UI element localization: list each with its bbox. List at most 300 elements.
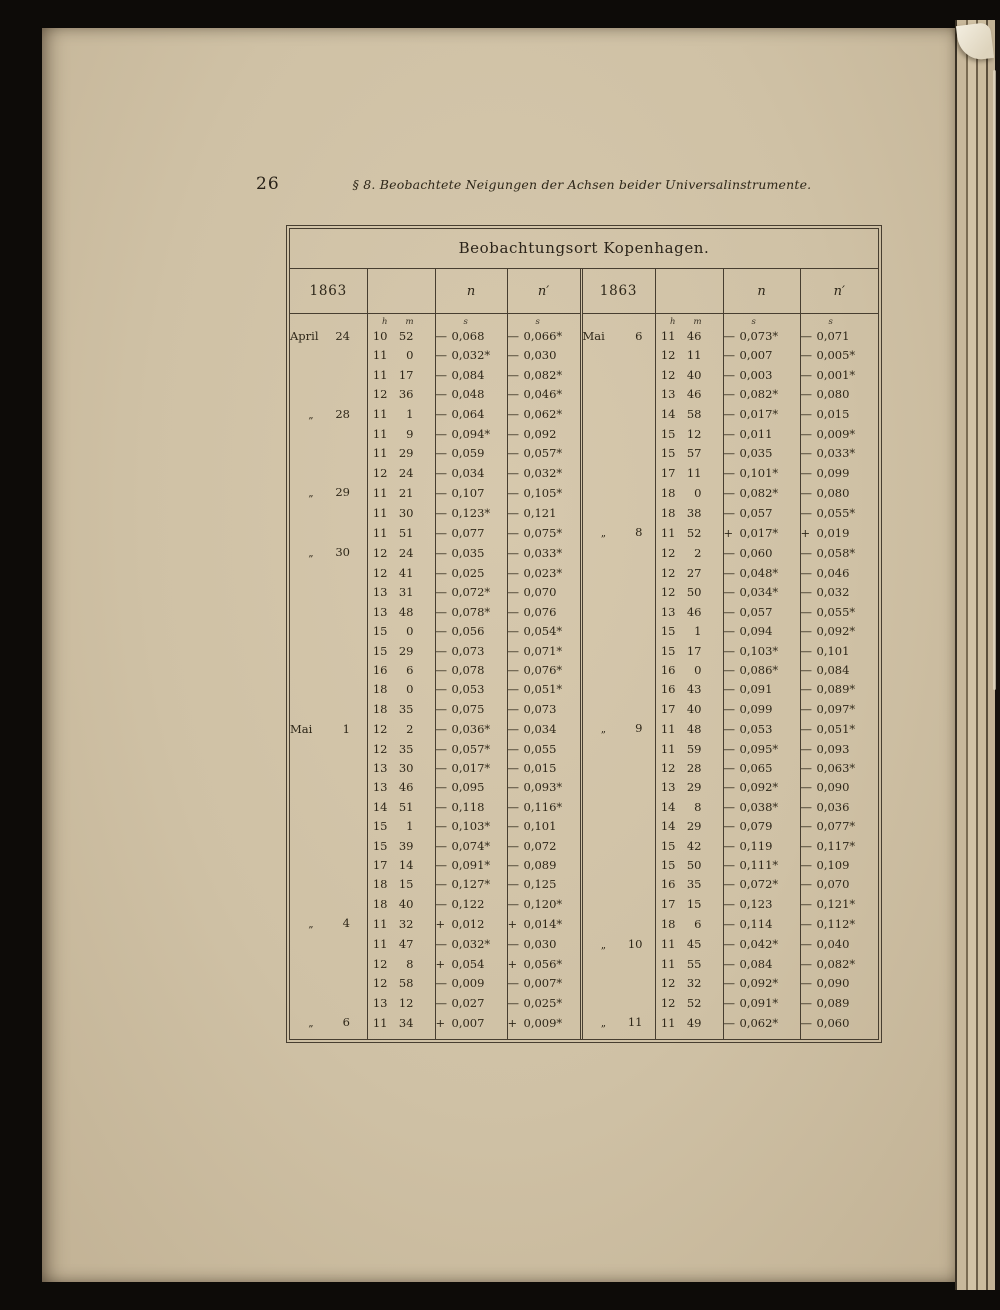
- date-cell: [581, 385, 655, 404]
- time-cell: 17 40: [655, 700, 723, 719]
- date-cell: [290, 798, 367, 817]
- n-prime-cell: — 0,058*: [800, 543, 878, 563]
- time-cell: 11 48: [655, 719, 723, 739]
- table-row: [290, 759, 878, 778]
- n-prime-cell: — 0,025*: [507, 994, 581, 1013]
- n-cell: — 0,073: [435, 642, 507, 661]
- n-prime-cell: — 0,066*: [507, 327, 581, 346]
- n-cell: — 0,048: [435, 385, 507, 404]
- n-prime-cell: — 0,055*: [800, 504, 878, 523]
- date-cell: [581, 661, 655, 680]
- n-prime-cell: — 0,075*: [507, 523, 581, 543]
- date-cell: [581, 444, 655, 463]
- n-prime-cell: — 0,097*: [800, 700, 878, 719]
- n-prime-cell: — 0,051*: [507, 680, 581, 699]
- year-header-left: 1863: [290, 269, 367, 314]
- n-cell: — 0,078: [435, 661, 507, 680]
- date-cell: „ 10: [581, 935, 655, 955]
- date-cell: [290, 759, 367, 778]
- table-title: Beobachtungsort Kopenhagen.: [290, 229, 878, 269]
- table-row: [290, 955, 878, 974]
- time-cell: 12 35: [367, 740, 435, 759]
- time-header-left: [367, 269, 435, 314]
- time-cell: 11 32: [367, 914, 435, 934]
- time-cell: 11 0: [367, 346, 435, 365]
- time-cell: 15 17: [655, 642, 723, 661]
- n-prime-cell: — 0,077*: [800, 817, 878, 836]
- table-row: [290, 583, 878, 602]
- n-cell: — 0,092*: [723, 778, 800, 797]
- n-cell: — 0,062*: [723, 1013, 800, 1033]
- date-cell: [581, 955, 655, 974]
- n-prime-cell: — 0,117*: [800, 837, 878, 856]
- table-row: [290, 680, 878, 699]
- table-row: [290, 837, 878, 856]
- date-cell: [290, 366, 367, 385]
- time-cell: 16 43: [655, 680, 723, 699]
- n-cell: — 0,119: [723, 837, 800, 856]
- table-row: [290, 346, 878, 365]
- time-cell: 11 9: [367, 425, 435, 444]
- table-row: [290, 895, 878, 914]
- time-cell: 18 6: [655, 914, 723, 934]
- page-edge-highlight: [993, 70, 996, 690]
- time-cell: 18 15: [367, 875, 435, 894]
- date-cell: [581, 464, 655, 483]
- time-cell: 12 52: [655, 994, 723, 1013]
- n-cell: — 0,091*: [723, 994, 800, 1013]
- n-prime-cell: — 0,054*: [507, 622, 581, 641]
- time-cell: 11 46: [655, 327, 723, 346]
- time-cell: 16 35: [655, 875, 723, 894]
- time-cell: 14 29: [655, 817, 723, 836]
- n-cell: + 0,054: [435, 955, 507, 974]
- time-cell: 15 57: [655, 444, 723, 463]
- table-row: [290, 914, 878, 934]
- n-cell: — 0,084: [723, 955, 800, 974]
- table-body: [290, 314, 878, 1039]
- table-row: [290, 523, 878, 543]
- date-cell: [290, 935, 367, 955]
- n-prime-cell: — 0,036: [800, 798, 878, 817]
- date-cell: [290, 444, 367, 463]
- n-cell: — 0,057: [723, 603, 800, 622]
- time-cell: 11 29: [367, 444, 435, 463]
- n-prime-cell: — 0,101: [800, 642, 878, 661]
- time-cell: 10 52: [367, 327, 435, 346]
- time-cell: 13 46: [655, 385, 723, 404]
- table-row: [290, 483, 878, 503]
- table-row: [290, 974, 878, 993]
- n-prime-cell: — 0,084: [800, 661, 878, 680]
- n-cell: — 0,114: [723, 914, 800, 934]
- n-cell: — 0,075: [435, 700, 507, 719]
- n-cell: — 0,053: [435, 680, 507, 699]
- n-prime-cell: — 0,101: [507, 817, 581, 836]
- n-cell: — 0,053: [723, 719, 800, 739]
- time-cell: 11 34: [367, 1013, 435, 1033]
- date-cell: [581, 740, 655, 759]
- time-cell: 12 2: [367, 719, 435, 739]
- table-row: [290, 935, 878, 955]
- date-cell: „ 6: [308, 1015, 350, 1030]
- table-row: [290, 875, 878, 894]
- table-row: [290, 994, 878, 1013]
- date-cell: [581, 798, 655, 817]
- n-prime-cell: — 0,116*: [507, 798, 581, 817]
- n-cell: — 0,103*: [435, 817, 507, 836]
- n-cell: — 0,095*: [723, 740, 800, 759]
- n-prime-cell: — 0,057*: [507, 444, 581, 463]
- n-prime-cell: — 0,062*: [507, 405, 581, 425]
- n-prime-cell: — 0,015: [800, 405, 878, 425]
- table-row: [290, 700, 878, 719]
- table-row: [290, 543, 878, 563]
- table-row: [290, 464, 878, 483]
- n-prime-cell: — 0,076: [507, 603, 581, 622]
- time-cell: 13 31: [367, 583, 435, 602]
- n-prime-cell: — 0,032*: [507, 464, 581, 483]
- time-cell: 12 32: [655, 974, 723, 993]
- time-cell: 12 24: [367, 464, 435, 483]
- data-table: [290, 269, 878, 1039]
- date-cell: [290, 642, 367, 661]
- date-cell: [581, 483, 655, 503]
- n-cell: — 0,078*: [435, 603, 507, 622]
- date-cell: [581, 543, 655, 563]
- table-row: [290, 564, 878, 583]
- date-cell: [581, 425, 655, 444]
- n-prime-cell: — 0,121*: [800, 895, 878, 914]
- n-prime-cell: — 0,093*: [507, 778, 581, 797]
- date-cell: [581, 895, 655, 914]
- date-cell: [581, 366, 655, 385]
- time-cell: 12 24: [367, 543, 435, 563]
- n-cell: — 0,123: [723, 895, 800, 914]
- n-prime-cell: — 0,040: [800, 935, 878, 955]
- n-cell: — 0,034: [435, 464, 507, 483]
- n-cell: — 0,092*: [723, 974, 800, 993]
- time-cell: 18 0: [655, 483, 723, 503]
- time-cell: 12 28: [655, 759, 723, 778]
- n-prime-cell: — 0,034: [507, 719, 581, 739]
- time-cell: 13 46: [655, 603, 723, 622]
- date-cell: [290, 504, 367, 523]
- n-prime-cell: — 0,005*: [800, 346, 878, 365]
- n-prime-cell: — 0,112*: [800, 914, 878, 934]
- date-cell: „ 11: [581, 1013, 655, 1033]
- date-cell: [290, 583, 367, 602]
- time-cell: 18 40: [367, 895, 435, 914]
- time-cell: 14 51: [367, 798, 435, 817]
- n-cell: — 0,003: [723, 366, 800, 385]
- date-cell: [290, 700, 367, 719]
- time-cell: 15 0: [367, 622, 435, 641]
- units-spacer: [581, 314, 655, 328]
- n-cell: — 0,072*: [435, 583, 507, 602]
- n-cell: — 0,084: [435, 366, 507, 385]
- n-cell: — 0,094*: [435, 425, 507, 444]
- date-cell: [290, 523, 367, 543]
- running-header: § 8. Beobachtete Neigungen der Achsen beider Universalinstrumente.: [352, 177, 812, 192]
- time-cell: 13 12: [367, 994, 435, 1013]
- time-cell: 12 41: [367, 564, 435, 583]
- date-cell: [290, 661, 367, 680]
- units-row: [290, 314, 878, 328]
- units-spacer: [290, 314, 367, 328]
- n-prime-cell: — 0,089: [800, 994, 878, 1013]
- time-cell: 14 58: [655, 405, 723, 425]
- n-cell: — 0,057*: [435, 740, 507, 759]
- time-cell: 13 46: [367, 778, 435, 797]
- time-cell: 14 8: [655, 798, 723, 817]
- time-cell: 12 36: [367, 385, 435, 404]
- n-cell: — 0,011: [723, 425, 800, 444]
- n-prime-cell: — 0,076*: [507, 661, 581, 680]
- observation-table: [289, 228, 879, 1040]
- table-row: [290, 622, 878, 641]
- time-cell: 12 40: [655, 366, 723, 385]
- n-cell: — 0,065: [723, 759, 800, 778]
- n-cell: — 0,017*: [723, 405, 800, 425]
- date-cell: [581, 778, 655, 797]
- time-cell: 11 21: [367, 483, 435, 503]
- time-cell: 11 51: [367, 523, 435, 543]
- date-cell: [290, 837, 367, 856]
- n-cell: — 0,077: [435, 523, 507, 543]
- n-cell: — 0,025: [435, 564, 507, 583]
- time-cell: 13 29: [655, 778, 723, 797]
- time-cell: 15 42: [655, 837, 723, 856]
- time-cell: 13 48: [367, 603, 435, 622]
- time-cell: 12 58: [367, 974, 435, 993]
- n-cell: — 0,094: [723, 622, 800, 641]
- n-prime-cell: — 0,060: [800, 1013, 878, 1033]
- date-cell: Mai 6: [581, 327, 655, 346]
- n-prime-cell: + 0,056*: [507, 955, 581, 974]
- time-cell: 12 50: [655, 583, 723, 602]
- time-cell: 15 1: [367, 817, 435, 836]
- date-cell: [290, 856, 367, 875]
- n-prime-cell: — 0,121: [507, 504, 581, 523]
- time-cell: 16 0: [655, 661, 723, 680]
- book-page: [42, 28, 955, 1282]
- date-cell: „ 28: [308, 406, 350, 421]
- n-cell: — 0,074*: [435, 837, 507, 856]
- n-prime-cell: — 0,015: [507, 759, 581, 778]
- n-cell: + 0,007: [435, 1013, 507, 1033]
- date-cell: [581, 603, 655, 622]
- n-cell: — 0,007: [723, 346, 800, 365]
- table-row: [290, 444, 878, 463]
- table-row: [290, 327, 878, 346]
- n-prime-cell: — 0,105*: [507, 483, 581, 503]
- date-cell: [290, 564, 367, 583]
- date-cell: „ 4: [308, 916, 350, 931]
- time-cell: 15 12: [655, 425, 723, 444]
- time-cell: 12 11: [655, 346, 723, 365]
- date-cell: [581, 622, 655, 641]
- n-prime-cell: — 0,009*: [800, 425, 878, 444]
- n-cell: — 0,060: [723, 543, 800, 563]
- n-cell: — 0,123*: [435, 504, 507, 523]
- time-cell: 15 1: [655, 622, 723, 641]
- n-cell: — 0,091: [723, 680, 800, 699]
- time-cell: 15 50: [655, 856, 723, 875]
- n-prime-cell: — 0,023*: [507, 564, 581, 583]
- date-cell: [290, 425, 367, 444]
- n-prime-cell: — 0,082*: [800, 955, 878, 974]
- date-cell: [290, 680, 367, 699]
- date-cell: „ 30: [308, 545, 350, 560]
- date-cell: [290, 895, 367, 914]
- n-cell: — 0,042*: [723, 935, 800, 955]
- table-row: [290, 856, 878, 875]
- time-cell: 11 1: [367, 405, 435, 425]
- n-prime-cell: — 0,030: [507, 346, 581, 365]
- time-cell: 18 38: [655, 504, 723, 523]
- time-cell: 17 11: [655, 464, 723, 483]
- date-cell: [581, 914, 655, 934]
- n-cell: — 0,068: [435, 327, 507, 346]
- n-cell: — 0,099: [723, 700, 800, 719]
- date-cell: [581, 700, 655, 719]
- n-cell: — 0,035: [435, 543, 507, 563]
- n-cell: — 0,064: [435, 405, 507, 425]
- time-cell: 11 30: [367, 504, 435, 523]
- date-cell: [581, 759, 655, 778]
- date-cell: [581, 875, 655, 894]
- n-cell: — 0,038*: [723, 798, 800, 817]
- n-prime-cell: — 0,082*: [507, 366, 581, 385]
- date-cell: [581, 405, 655, 425]
- n-prime-cell: — 0,071*: [507, 642, 581, 661]
- units-n-right: s: [723, 314, 800, 328]
- n-prime-cell: — 0,055: [507, 740, 581, 759]
- table-row: [290, 425, 878, 444]
- n-prime-cell: — 0,033*: [507, 543, 581, 563]
- date-cell: [581, 994, 655, 1013]
- date-cell: „ 29: [308, 485, 350, 500]
- units-time-right: h m: [655, 314, 723, 328]
- page-number: 26: [256, 174, 280, 194]
- table-row: [290, 366, 878, 385]
- date-cell: [581, 837, 655, 856]
- n-cell: + 0,012: [435, 914, 507, 934]
- time-cell: 11 55: [655, 955, 723, 974]
- n-prime-cell: — 0,089*: [800, 680, 878, 699]
- n-cell: — 0,082*: [723, 385, 800, 404]
- date-cell: [290, 464, 367, 483]
- table-row: [290, 405, 878, 425]
- n-prime-cell: — 0,046*: [507, 385, 581, 404]
- n-cell: — 0,059: [435, 444, 507, 463]
- units-n-left: s: [435, 314, 507, 328]
- n-cell: — 0,095: [435, 778, 507, 797]
- n-prime-cell: + 0,019: [800, 523, 878, 543]
- time-cell: 11 49: [655, 1013, 723, 1033]
- table-header-row: [290, 269, 878, 314]
- table-row: [290, 1013, 878, 1033]
- n-prime-cell: — 0,080: [800, 483, 878, 503]
- n-prime-cell: — 0,073: [507, 700, 581, 719]
- table-row: [290, 817, 878, 836]
- date-cell: [581, 504, 655, 523]
- date-cell: [290, 622, 367, 641]
- n-cell: — 0,111*: [723, 856, 800, 875]
- time-cell: 15 39: [367, 837, 435, 856]
- units-n-prime-right: s: [800, 314, 878, 328]
- n-prime-cell: — 0,033*: [800, 444, 878, 463]
- n-cell: — 0,057: [723, 504, 800, 523]
- date-cell: [290, 817, 367, 836]
- n-cell: — 0,009: [435, 974, 507, 993]
- year-header-right: 1863: [581, 269, 655, 314]
- date-cell: April 24: [290, 329, 350, 343]
- time-cell: 11 47: [367, 935, 435, 955]
- n-cell: + 0,017*: [723, 523, 800, 543]
- date-cell: [581, 346, 655, 365]
- n-prime-cell: — 0,090: [800, 974, 878, 993]
- n-cell: — 0,032*: [435, 346, 507, 365]
- n-prime-cell: — 0,099: [800, 464, 878, 483]
- date-cell: [581, 642, 655, 661]
- n-cell: — 0,079: [723, 817, 800, 836]
- time-cell: 12 8: [367, 955, 435, 974]
- date-cell: [290, 875, 367, 894]
- n-prime-cell: — 0,001*: [800, 366, 878, 385]
- date-cell: [290, 603, 367, 622]
- time-cell: 17 15: [655, 895, 723, 914]
- n-prime-cell: — 0,109: [800, 856, 878, 875]
- time-cell: 11 45: [655, 935, 723, 955]
- units-n-prime-left: s: [507, 314, 581, 328]
- table-row: [290, 385, 878, 404]
- date-cell: [581, 817, 655, 836]
- n-cell: — 0,032*: [435, 935, 507, 955]
- n-prime-cell: — 0,071: [800, 327, 878, 346]
- time-cell: 17 14: [367, 856, 435, 875]
- table-row: [290, 661, 878, 680]
- n-cell: — 0,036*: [435, 719, 507, 739]
- n-prime-cell: — 0,046: [800, 564, 878, 583]
- n-prime-header-left: n′: [507, 269, 581, 314]
- date-cell: [290, 974, 367, 993]
- n-prime-cell: — 0,089: [507, 856, 581, 875]
- n-prime-cell: — 0,092: [507, 425, 581, 444]
- date-cell: [290, 994, 367, 1013]
- n-prime-cell: — 0,070: [507, 583, 581, 602]
- n-cell: — 0,122: [435, 895, 507, 914]
- n-prime-header-right: n′: [800, 269, 878, 314]
- time-header-right: [655, 269, 723, 314]
- n-cell: — 0,034*: [723, 583, 800, 602]
- n-cell: — 0,056: [435, 622, 507, 641]
- n-prime-cell: + 0,014*: [507, 914, 581, 934]
- time-cell: 15 29: [367, 642, 435, 661]
- n-prime-cell: — 0,063*: [800, 759, 878, 778]
- n-prime-cell: — 0,070: [800, 875, 878, 894]
- n-prime-cell: — 0,032: [800, 583, 878, 602]
- n-prime-cell: — 0,093: [800, 740, 878, 759]
- n-prime-cell: — 0,125: [507, 875, 581, 894]
- date-cell: „ 8: [581, 523, 655, 543]
- n-cell: — 0,017*: [435, 759, 507, 778]
- table-row: [290, 603, 878, 622]
- n-cell: — 0,103*: [723, 642, 800, 661]
- date-cell: [581, 974, 655, 993]
- n-prime-cell: — 0,007*: [507, 974, 581, 993]
